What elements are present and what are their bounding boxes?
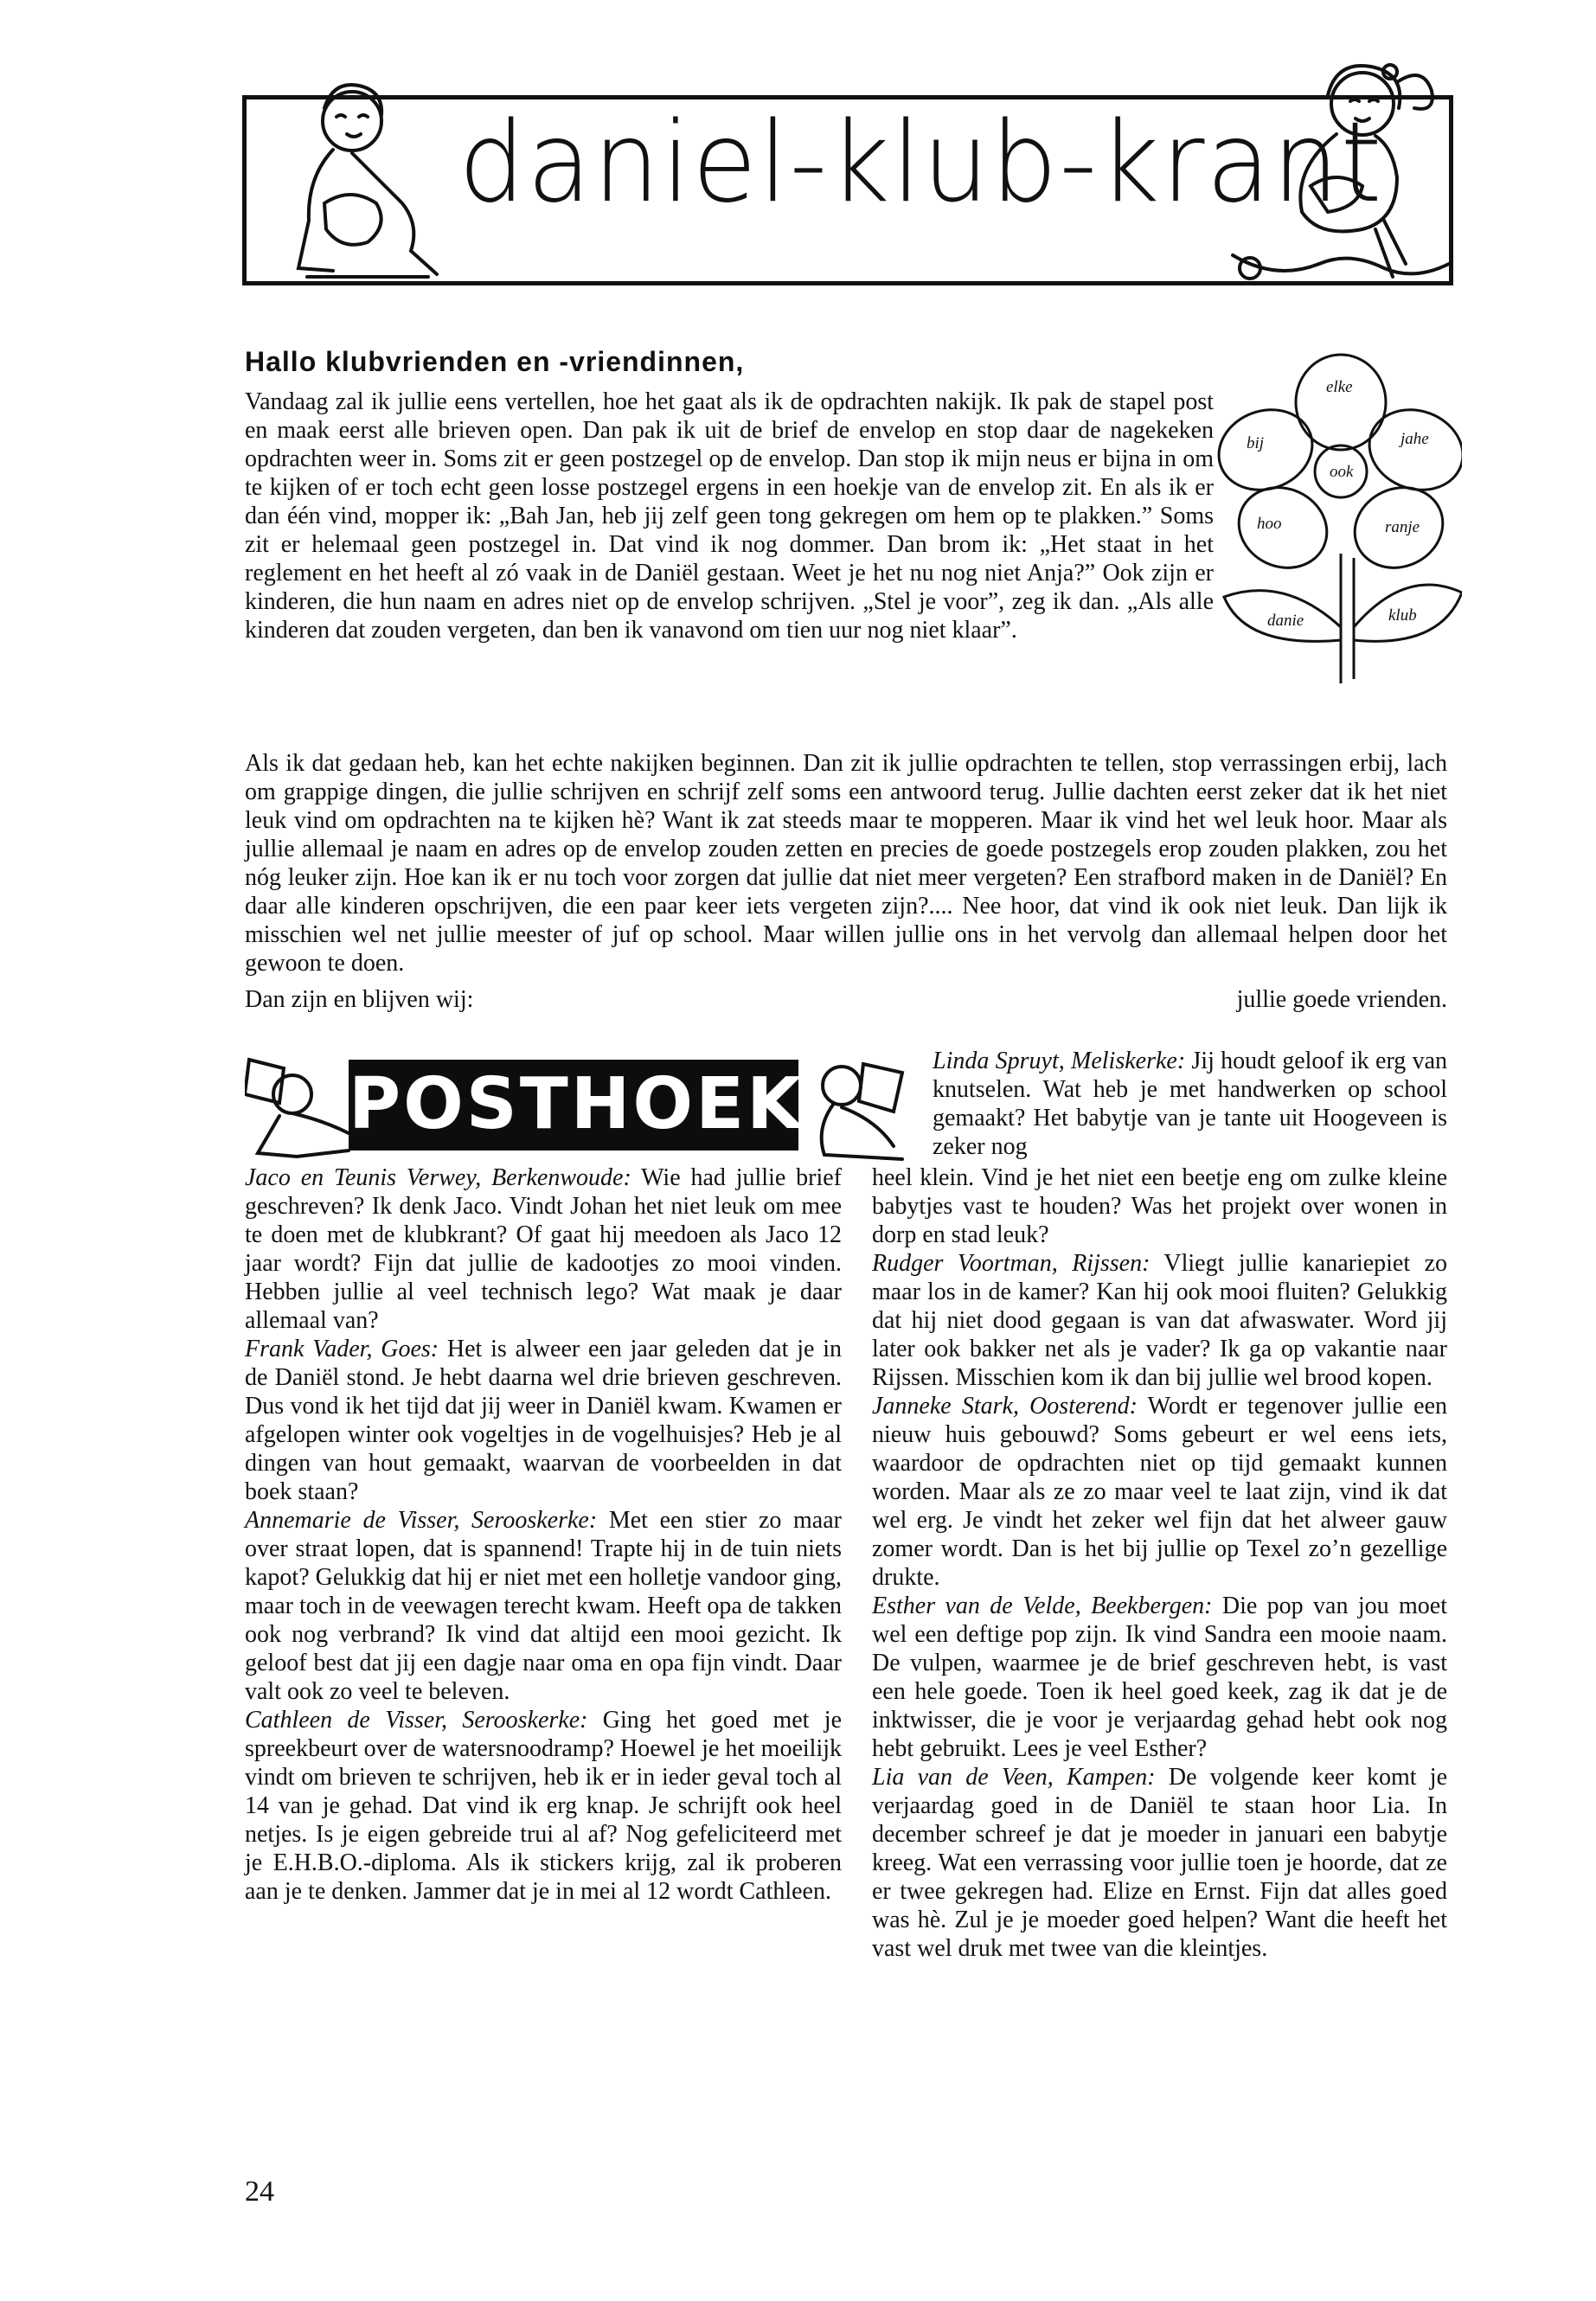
flower-word-bij: bij (1247, 434, 1265, 452)
flower-word-elke: elke (1326, 378, 1353, 396)
flower-word-ook: ook (1330, 463, 1354, 481)
letter-text: Wordt er tegenover jullie een nieuw huis gebouwd? Soms gebeurt er wel eens iets, waardoor de opdrachten niet op tijd gemaakt kunnen worden. Maar als ze zo maar veel te laat zijn, vind ik dat wel erg. Je vindt het zeker wel fijn dat het alweer gauw zomer wordt. Dan is het bij jullie op Texel zo’n gezellige drukte. (872, 1393, 1447, 1591)
letter-frank-vader (245, 1335, 842, 1506)
letter-text: De volgende keer komt je verjaardag goed in de Daniël te staan hoor Lia. In december schreef je dat je moeder in januari een babytje kreeg. Wat een verrassing voor jullie toen je hoorde, dat ze er twee gekregen had. Elize en Ernst. Fijn dat alles goed was hè. Zul je je moeder goed helpen? Want die heeft het vast wel druk met twee van die kleintjes. (872, 1764, 1447, 1962)
letter-name: Janneke Stark, Oosterend: (872, 1393, 1138, 1420)
sign-off-row (245, 986, 1447, 1017)
letter-name: Esther van de Velde, Beekbergen: (872, 1593, 1213, 1619)
intro-text: Vandaag zal ik jullie eens vertellen, hoe het gaat als ik de opdrachten nakijk. Ik pak de stapel post en maak eerst alle brieven open. Dan pak ik uit de brief de envelop en stop daar de nagekeken opdrachten weer in. Soms zit er geen postzegel op de envelop. Dan stop ik mijn neus er bijna in om te kijken of er toch echt geen losse postzegel ergens in een hoekje van de envelop zit. En als ik er dan één vind, mopper ik: „Bah Jan, heb jij zelf geen tong gekregen om hem op te plakken.” Soms zit er helemaal geen postzegel in. Dat vind ik nog dommer. Dan brom ik: „Het staat in het reglement en het heeft al zó vaak in de Daniël gestaan. Weet je het nu nog niet Anja?” Ook zijn er kinderen, die hun naam en adres niet op de envelop schrijven. „Stel je voor”, zeg ik dan. „Als alle kinderen dat zouden vergeten, dan ben ik vanavond om tien uur nog niet klaar”. (245, 388, 1214, 644)
wide-paragraph (245, 725, 1447, 1002)
sign-off-right: jullie goede vrienden. (1236, 986, 1447, 1013)
letter-text: Die pop van jou moet wel een deftige pop zijn. Ik vind Sandra een mooie naam. De vulpen, waarmee je de brief geschreven hebt, is vast een hele goede. Toen ik heel goed keek, zag ik dat je de inktwisser, die je voor je verjaardag gehad hebt ook nog hebt gebruikt. Lees je veel Esther? (872, 1593, 1447, 1762)
wide-text: Als ik dat gedaan heb, kan het echte nakijken beginnen. Dan zit ik jullie opdrachten te tellen, stop verrassingen erbij, lach om grappige dingen, die jullie schrijven en schrijf zelf soms een antwoord terug. Jullie dachten eerst zeker dat ik het niet leuk vind om opdrachten na te kijken hè? Want ik zat steeds maar te mopperen. Maar ik vind het wel leuk hoor. Maar als jullie allemaal je naam en adres op de envelop zouden zetten en precies de goede postzegels erop zouden plakken, zou het nóg leuker zijn. Hoe kan ik er nu toch voor zorgen dat jullie dat niet meer vergeten? Een strafbord maken in de Daniël? En daar alle kinderen opschrijven, die een paar keer iets vergeten zijn?.... Nee hoor, dat vind ik ook niet leuk. Dan lijk ik misschien wel net jullie meester of juf op school. Maar willen jullie ons in het vervolg dan allemaal helpen door het gewoon te doen. (245, 750, 1447, 977)
sitting-girl-illustration (1198, 48, 1458, 294)
letters-right-column (872, 1163, 1447, 1963)
letter-name: Lia van de Veen, Kampen: (872, 1764, 1156, 1791)
letter-name: Frank Vader, Goes: (245, 1336, 439, 1362)
letter-text: Vliegt jullie kanariepiet zo maar los in de kamer? Kan hij ook mooi fluiten? Gelukkig dat hij niet dood gegaan is van dat afwaswater. Word jij later ook bakker net als je vader? Ik ga op vakantie naar Rijssen. Misschien kom ik dan bij jullie wel brood kopen. (872, 1250, 1448, 1391)
reading-child-left-illustration (245, 1051, 357, 1163)
masthead-title: daniel-klub-krant (458, 99, 1384, 228)
letters-left-column (245, 1163, 842, 1906)
letter-lia (872, 1763, 1447, 1963)
letter-name: Rudger Voortman, Rijssen: (872, 1250, 1151, 1277)
letter-esther (872, 1592, 1447, 1763)
banner-title: POSTHOEKJE (349, 1063, 885, 1145)
flower-word-danie: danie (1267, 612, 1304, 630)
letter-name: Linda Spruyt, Meliskerke: (933, 1048, 1186, 1074)
letter-text: heel klein. Vind je het niet een beetje eng om zulke kleine babytjes vast te houden? Was het projekt over wonen in dorp en stad leuk? (872, 1164, 1447, 1248)
letter-name: Jaco en Teunis Verwey, Berkenwoude: (245, 1164, 631, 1191)
letter-name: Cathleen de Visser, Serooskerke: (245, 1707, 588, 1734)
letter-text: Het is alweer een jaar geleden dat je in de Daniël stond. Je hebt daarna wel drie brieven geschreven. Dus vond ik het tijd dat jij weer in Daniël kwam. Kwamen er afgelopen winter ook vogeltjes in de vogelhuisjes? Heb je al dingen van hout gemaakt, waarvan de voorbeelden in dat boek staan? (245, 1336, 842, 1505)
letter-annemarie (245, 1506, 842, 1706)
letter-linda-spruyt (933, 1047, 1447, 1161)
posthoekje-banner (245, 1051, 911, 1163)
letter-janneke (872, 1392, 1447, 1592)
letter-text: Wie had jullie brief geschreven? Ik denk Jaco. Vindt Johan het niet leuk om mee te doen met de klubkrant? Of gaat hij meedoen als Jaco 12 jaar wordt? Fijn dat jullie de kadootjes zo mooi vinden. Hebben jullie al veel technisch lego? Wat maak je daar allemaal van? (245, 1164, 842, 1334)
sitting-boy-illustration (272, 74, 445, 290)
flower-word-klub: klub (1388, 606, 1417, 625)
letter-jaco-teunis (245, 1163, 842, 1335)
flower-word-hoo: hoo (1257, 515, 1282, 533)
intro-paragraph (245, 388, 1214, 644)
letter-text: Met een stier zo maar over straat lopen, dat is spannend! Trapte hij in de tuin niets kapot? Gelukkig dat hij er niet met een holletje vandoor ging, maar toch in de veewagen terecht kwam. Heeft opa de takken ook nog verbrand? Ik vind dat altijd een mooi gezicht. Ik geloof best dat jij een dagje naar oma en opa fijn vindt. Daar valt ook zo veel te beleven. (245, 1507, 842, 1705)
letter-text: Ging het goed met je spreekbeurt over de watersnoodramp? Hoewel je het moeilijk vindt om brieven te schrijven, heb ik er in ieder geval toch al 14 van je gehad. Dat vind ik erg knap. Je schrijft ook heel netjes. Is je eigen gebreide trui al af? Nog gefeliciteerd met je E.H.B.O.-diploma. Als ik stickers krijg, zal ik proberen aan je te denken. Jammer dat je in mei al 12 wordt Cathleen. (245, 1707, 842, 1905)
letter-text: Jij houdt geloof ik erg van knutselen. Wat heb je met handwerken op school gemaakt? Het babytje van je tante uit Hoogeveen is zeker nog (933, 1048, 1447, 1160)
letters-right-top-column (933, 1047, 1447, 1161)
flower-word-ranje: ranje (1385, 518, 1420, 536)
flower-word-jahe: jahe (1401, 430, 1429, 448)
reading-child-right-illustration (781, 1051, 911, 1163)
daniel-club-flower-logo (1215, 350, 1462, 683)
page-number: 24 (245, 2176, 274, 2208)
masthead (242, 95, 1453, 285)
sign-off-left: Dan zijn en blijven wij: (245, 986, 474, 1013)
letter-cathleen (245, 1706, 842, 1906)
greeting-heading: Hallo klubvrienden en -vriendinnen, (245, 346, 745, 377)
letter-rudger (872, 1249, 1447, 1392)
letter-linda-continued (872, 1163, 1447, 1249)
letter-name: Annemarie de Visser, Serooskerke: (245, 1507, 598, 1534)
